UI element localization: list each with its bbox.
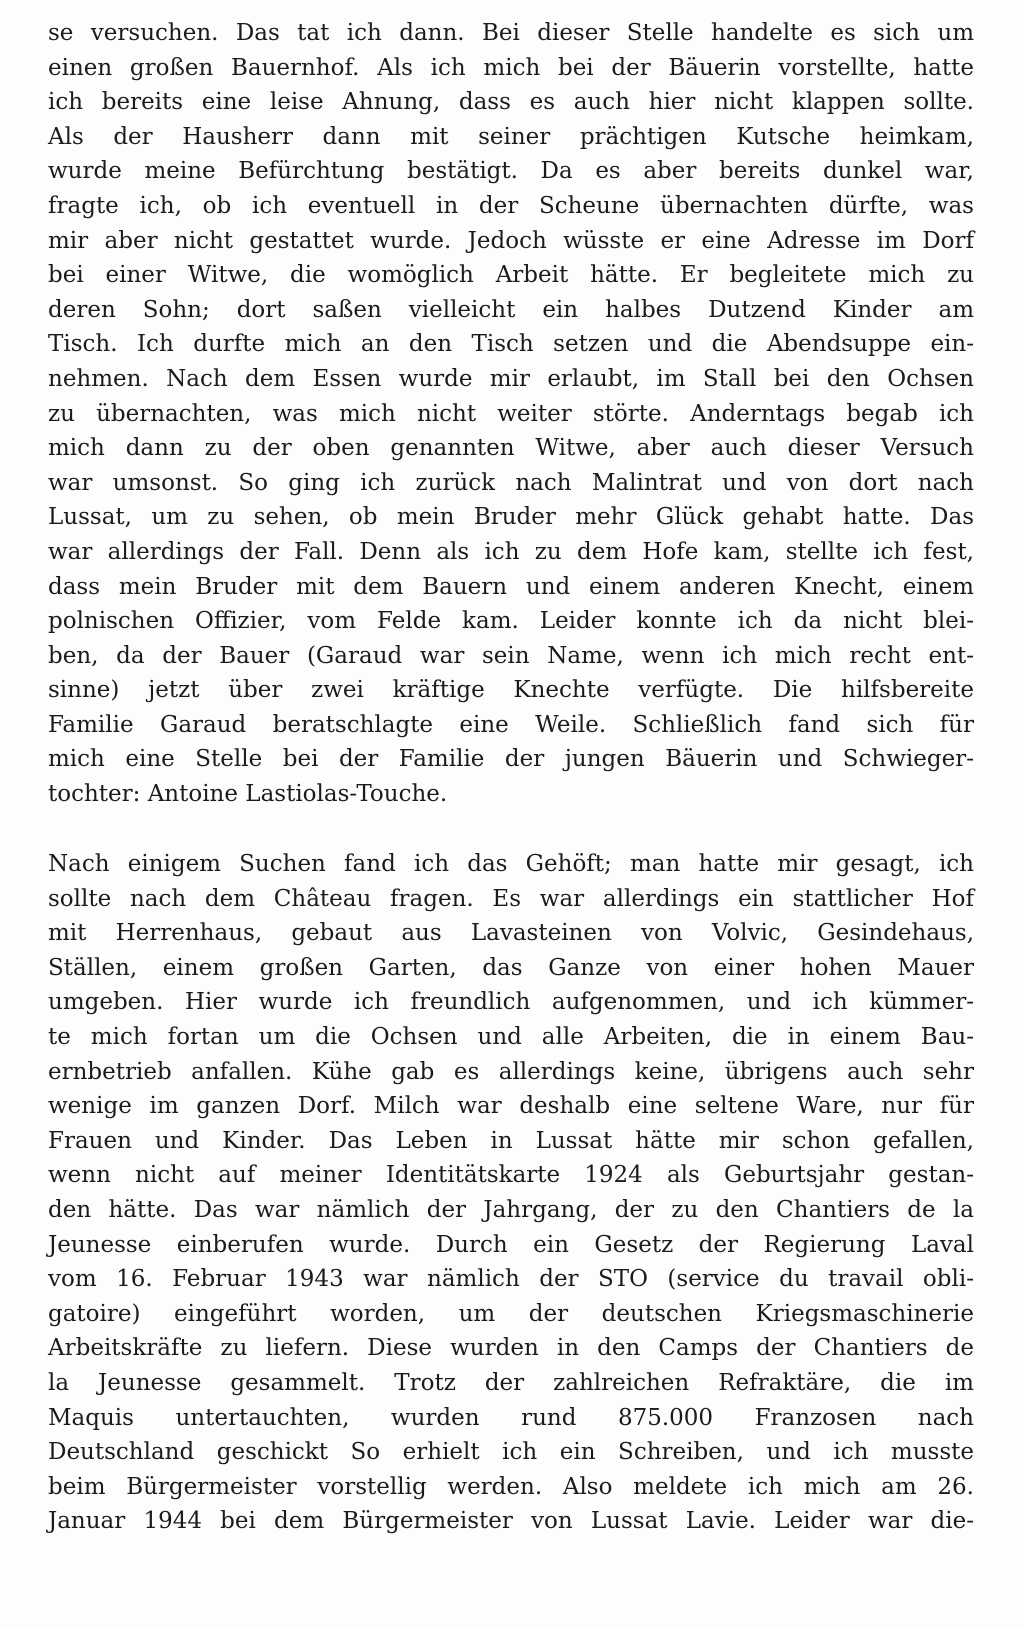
text-line: wenige im ganzen Dorf. Milch war deshalb eine seltene Ware, nur für: [48, 1093, 974, 1120]
text-line: Familie Garaud beratschlagte eine Weile. Schließlich fand sich für: [48, 711, 974, 738]
text-line: war allerdings der Fall. Denn als ich zu dem Hofe kam, stellte ich fest,: [48, 538, 974, 565]
text-line: Frauen und Kinder. Das Leben in Lussat hätte mir schon gefallen,: [48, 1127, 974, 1154]
text-line: sinne) jetzt über zwei kräftige Knechte verfügte. Die hilfsbereite: [48, 677, 974, 704]
text-line: se versuchen. Das tat ich dann. Bei dieser Stelle handelte es sich um: [48, 20, 974, 46]
text-line: bei einer Witwe, die womöglich Arbeit hätte. Er begleitete mich zu: [48, 262, 974, 289]
text-line: nehmen. Nach dem Essen wurde mir erlaubt, im Stall bei den Ochsen: [48, 365, 974, 392]
text-line: ernbetrieb anfallen. Kühe gab es allerdings keine, übrigens auch sehr: [48, 1058, 974, 1085]
text-line: beim Bürgermeister vorstellig werden. Also meldete ich mich am 26.: [48, 1473, 974, 1500]
text-line: wurde meine Befürchtung bestätigt. Da es aber bereits dunkel war,: [48, 158, 974, 185]
paragraph-2: [48, 847, 974, 1539]
text-line: Nach einigem Suchen fand ich das Gehöft; man hatte mir gesagt, ich: [48, 851, 974, 877]
text-line: umgeben. Hier wurde ich freundlich aufgenommen, und ich kümmer-: [48, 989, 974, 1016]
text-line: mit Herrenhaus, gebaut aus Lavasteinen von Volvic, Gesindehaus,: [48, 920, 974, 947]
text-line: Tisch. Ich durfte mich an den Tisch setzen und die Abendsuppe ein-: [48, 331, 974, 358]
text-line: wenn nicht auf meiner Identitätskarte 1924 als Geburtsjahr gestan-: [48, 1162, 974, 1189]
text-line: gatoire) eingeführt worden, um der deutschen Kriegsmaschinerie: [48, 1300, 974, 1327]
text-line: Januar 1944 bei dem Bürgermeister von Lussat Lavie. Leider war die-: [48, 1508, 974, 1535]
text-line: deren Sohn; dort saßen vielleicht ein halbes Dutzend Kinder am: [48, 296, 974, 323]
text-line: sollte nach dem Château fragen. Es war allerdings ein stattlicher Hof: [48, 885, 974, 912]
text-line: mich eine Stelle bei der Familie der jungen Bäuerin und Schwieger-: [48, 746, 974, 773]
text-line: den hätte. Das war nämlich der Jahrgang, der zu den Chantiers de la: [48, 1196, 974, 1223]
text-line: Lussat, um zu sehen, ob mein Bruder mehr Glück gehabt hatte. Das: [48, 504, 974, 531]
text-line: zu übernachten, was mich nicht weiter störte. Anderntags begab ich: [48, 400, 974, 427]
text-line: mir aber nicht gestattet wurde. Jedoch wüsste er eine Adresse im Dorf: [48, 227, 974, 254]
text-line: fragte ich, ob ich eventuell in der Scheune übernachten dürfte, was: [48, 192, 974, 219]
text-line: Deutschland geschickt So erhielt ich ein Schreiben, und ich musste: [48, 1439, 974, 1466]
text-line: ich bereits eine leise Ahnung, dass es auch hier nicht klappen sollte.: [48, 89, 974, 116]
text-line: war umsonst. So ging ich zurück nach Malintrat und von dort nach: [48, 469, 974, 496]
text-line: vom 16. Februar 1943 war nämlich der STO (service du travail obli-: [48, 1266, 974, 1293]
text-line: einen großen Bauernhof. Als ich mich bei der Bäuerin vorstellte, hatte: [48, 54, 974, 81]
text-line: Als der Hausherr dann mit seiner prächtigen Kutsche heimkam,: [48, 123, 974, 150]
text-line: Ställen, einem großen Garten, das Ganze von einer hohen Mauer: [48, 954, 974, 981]
text-line: Maquis untertauchten, wurden rund 875.000 Franzosen nach: [48, 1404, 974, 1431]
text-line: tochter: Antoine Lastiolas-Touche.: [48, 781, 448, 808]
text-line: te mich fortan um die Ochsen und alle Arbeiten, die in einem Bau-: [48, 1023, 974, 1050]
text-line: Jeunesse einberufen wurde. Durch ein Gesetz der Regierung Laval: [48, 1231, 974, 1258]
text-line: la Jeunesse gesammelt. Trotz der zahlreichen Refraktäre, die im: [48, 1369, 974, 1396]
text-line: mich dann zu der oben genannten Witwe, aber auch dieser Versuch: [48, 435, 974, 462]
text-line: dass mein Bruder mit dem Bauern und einem anderen Knecht, einem: [48, 573, 974, 600]
text-line: Arbeitskräfte zu liefern. Diese wurden in den Camps der Chantiers de: [48, 1335, 974, 1362]
text-line: ben, da der Bauer (Garaud war sein Name, wenn ich mich recht ent-: [48, 642, 974, 669]
text-line: polnischen Offizier, vom Felde kam. Leider konnte ich da nicht blei-: [48, 608, 974, 635]
paragraph-1: [48, 16, 974, 812]
